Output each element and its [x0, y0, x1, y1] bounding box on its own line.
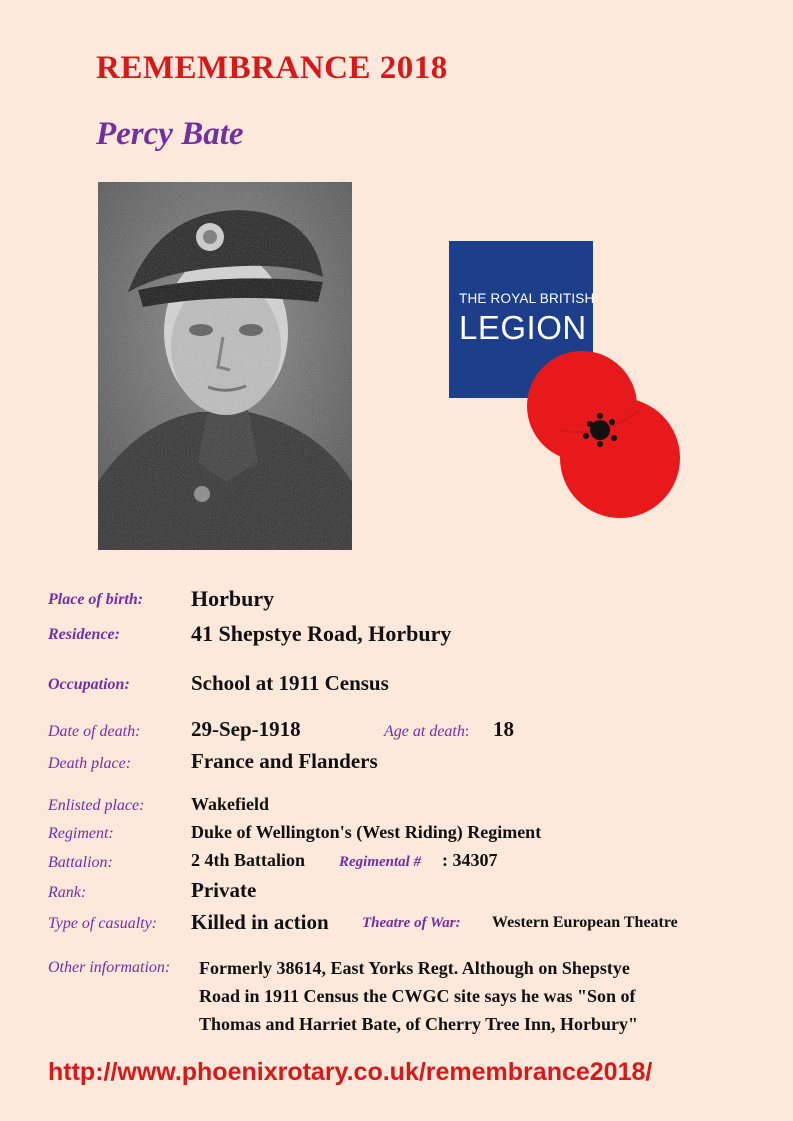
other-information-line-1: Formerly 38614, East Yorks Regt. Although on Shepstye	[199, 958, 630, 978]
rank-label: Rank:	[48, 884, 87, 901]
soldier-portrait	[98, 182, 352, 550]
other-information-line-2: Road in 1911 Census the CWGC site says he was "Son of	[199, 986, 636, 1006]
theatre-of-war-label: Theatre of War:	[362, 915, 461, 931]
type-of-casualty-value: Killed in action	[191, 910, 329, 934]
age-at-death-value: 18	[493, 717, 514, 741]
regiment-value: Duke of Wellington's (West Riding) Regiment	[191, 822, 542, 842]
logo-line1: THE ROYAL BRITISH	[459, 291, 595, 306]
page-title: REMEMBRANCE 2018	[96, 50, 448, 86]
date-of-death-value: 29-Sep-1918	[191, 717, 301, 741]
regiment-label: Regiment:	[48, 825, 114, 842]
battalion-value: 2 4th Battalion	[191, 850, 306, 870]
place-of-birth-value: Horbury	[191, 586, 275, 611]
age-at-death-label: Age at death:	[384, 723, 470, 740]
enlisted-place-value: Wakefield	[191, 794, 270, 814]
battalion-label: Battalion:	[48, 854, 113, 871]
death-place-value: France and Flanders	[191, 749, 378, 773]
occupation-label: Occupation:	[48, 676, 130, 693]
date-of-death-label: Date of death:	[48, 723, 141, 740]
death-place-label: Death place:	[48, 755, 132, 772]
type-of-casualty-label: Type of casualty:	[48, 915, 158, 932]
poppy-icon	[520, 340, 690, 520]
logo-line2: LEGION	[459, 309, 587, 346]
residence-label: Residence:	[48, 626, 120, 643]
other-information-line-3: Thomas and Harriet Bate, of Cherry Tree Inn, Horbury"	[199, 1014, 638, 1034]
residence-value: 41 Shepstye Road, Horbury	[191, 621, 452, 646]
regimental-number-value: : 34307	[442, 850, 498, 870]
theatre-of-war-value: Western European Theatre	[492, 914, 678, 931]
rank-value: Private	[191, 878, 257, 902]
occupation-value: School at 1911 Census	[191, 671, 389, 695]
website-url[interactable]: http://www.phoenixrotary.co.uk/remembrance2018/	[48, 1058, 653, 1086]
soldier-name: Percy Bate	[96, 116, 244, 152]
place-of-birth-label: Place of birth:	[48, 591, 144, 608]
other-information-label: Other information:	[48, 959, 171, 976]
enlisted-place-label: Enlisted place:	[48, 797, 145, 814]
regimental-number-label: Regimental #	[339, 854, 422, 870]
